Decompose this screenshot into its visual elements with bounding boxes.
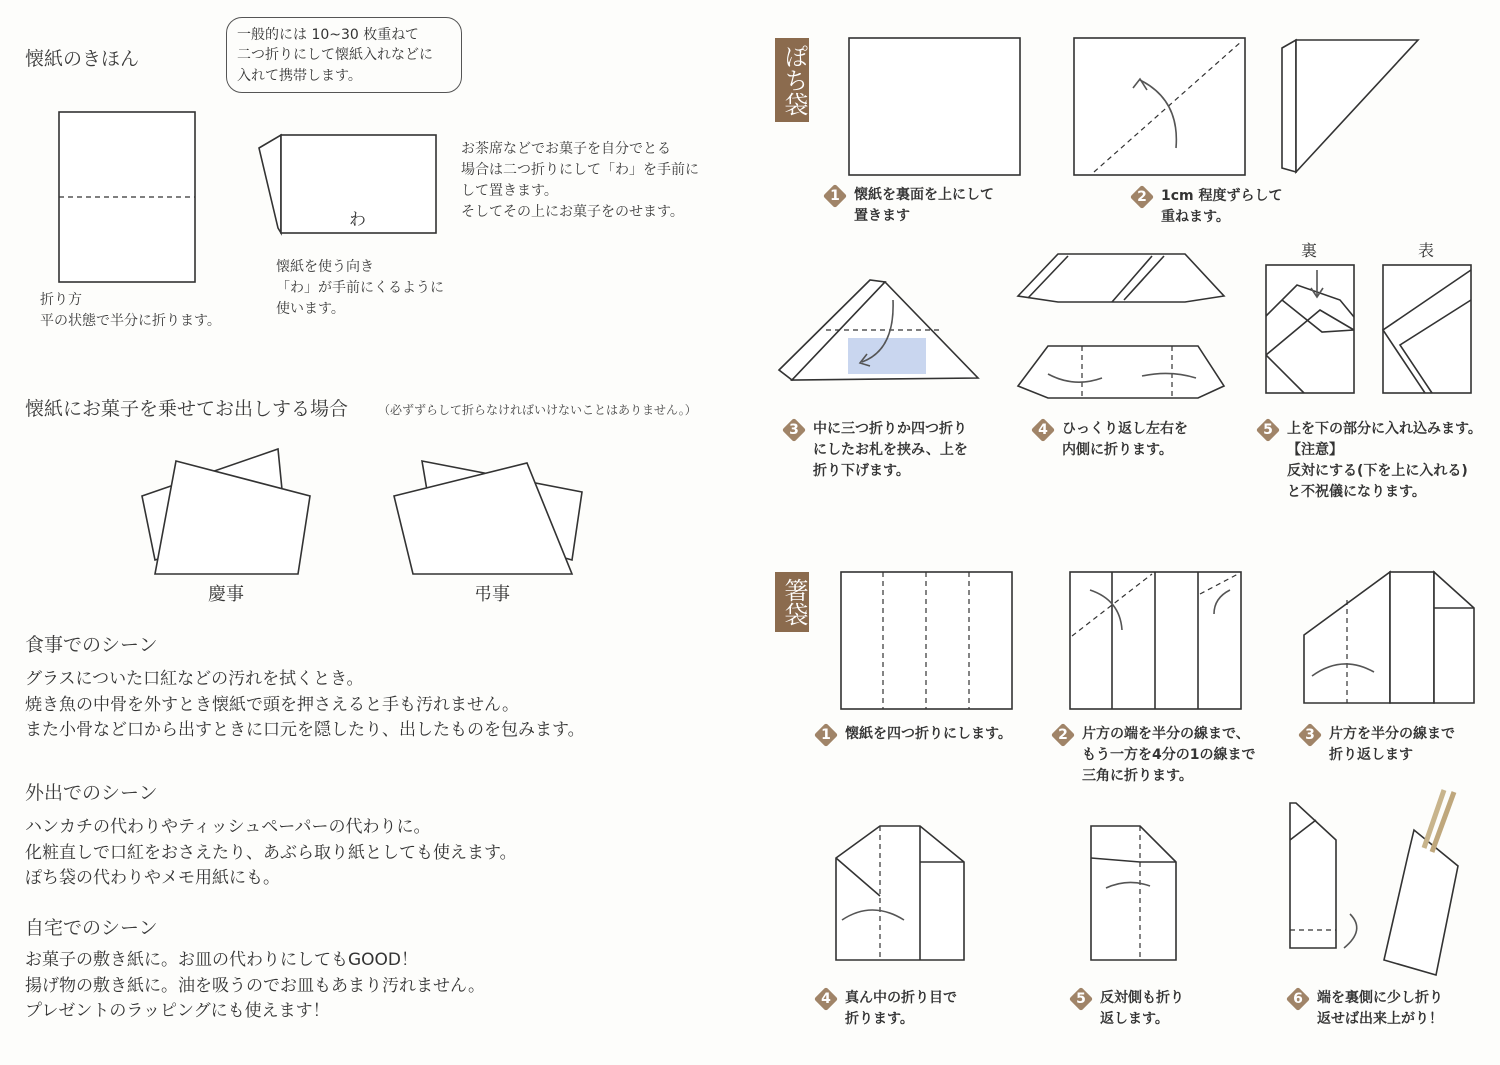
serve-title: 懐紙にお菓子を乗せてお出しする場合 (25, 398, 349, 420)
chouji-diagram (394, 461, 582, 574)
folded-kaishi-diagram (259, 135, 436, 233)
omote-label: 表 (1418, 241, 1435, 260)
pochi-tag: ぽち袋 (775, 38, 809, 122)
pochi-step2b-diagram (1282, 40, 1418, 172)
bill-icon (848, 338, 926, 374)
keiji-label: 慶事 (208, 584, 244, 605)
bubble-note: 一般的には 10~30 枚重ねて 二つ折りにして懐紙入れなどに 入れて携帯します。 (226, 17, 462, 93)
keiji-diagram (142, 449, 310, 574)
tea-note: お茶席などでお菓子を自分でとる 場合は二つ折りにして「わ」を手前に して置きます。 そしてその上にお菓子をのせます。 (461, 141, 699, 220)
fold-caption: 折り方 平の状態で半分に折ります。 (40, 292, 221, 329)
home-title: 自宅でのシーン (25, 917, 158, 939)
pochi-step5-front-diagram (1383, 265, 1471, 393)
pochi-step1-diagram (849, 38, 1020, 175)
ura-label: 裏 (1301, 241, 1318, 260)
out-body: ハンカチの代わりやティッシュペーパーの代わりに。 化粧直しで口紅をおさえたり、あぶら取り紙としても使えます。 ぽち袋の代わりやメモ用紙にも。 (25, 817, 517, 888)
hashi-step4-diagram (836, 826, 964, 960)
pochi-step5-back-diagram (1266, 265, 1354, 393)
hashi-step1-diagram (841, 572, 1012, 709)
serve-note: （必ずずらして折らなければいけないことはありません。） (378, 403, 697, 417)
hashi-tag: 箸袋 (775, 572, 809, 632)
meal-title: 食事でのシーン (25, 634, 158, 656)
hashi-step5-diagram (1091, 826, 1176, 960)
basics-title: 懐紙のきほん (25, 48, 140, 70)
pochi-step3-diagram (779, 280, 978, 380)
hashi-step6-diagram (1290, 790, 1458, 975)
home-body: お菓子の敷き紙に。お皿の代わりにしてもGOOD！ 揚げ物の敷き紙に。油を吸うのでお皿もあまり汚れません。 プレゼントのラッピングにも使えます！ (25, 950, 486, 1021)
hashi-step2-diagram (1070, 572, 1241, 709)
hashi-step3-diagram (1304, 572, 1474, 703)
pochi-step2-diagram (1074, 38, 1245, 175)
pochi-step4-diagram (1018, 254, 1224, 398)
out-title: 外出でのシーン (25, 782, 158, 804)
wa-label: わ (349, 210, 366, 230)
orientation-caption: 懐紙を使う向き 「わ」が手前にくるように 使います。 (276, 259, 444, 317)
chouji-label: 弔事 (474, 584, 510, 605)
meal-body: グラスについた口紅などの汚れを拭くとき。 焼き魚の中骨を外すとき懐紙で頭を押さえると手も汚れません。 また小骨など口から出すときに口元を隠したり、出したものを包みます。 (25, 669, 585, 740)
